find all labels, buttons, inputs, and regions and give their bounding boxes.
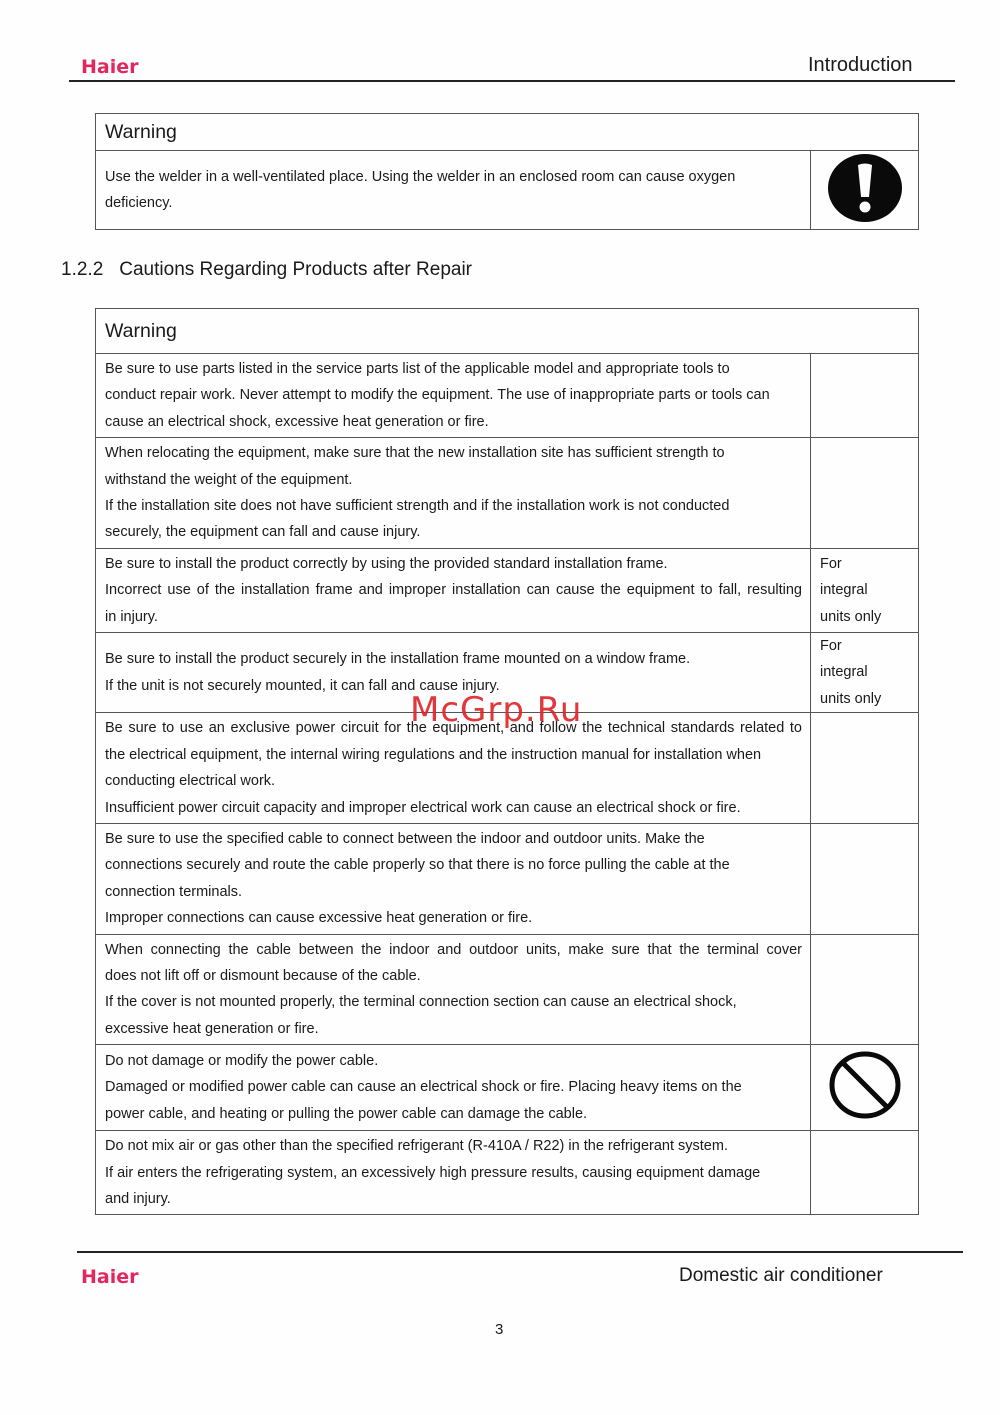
warning-line: If the unit is not securely mounted, it can fall and cause injury. — [105, 677, 500, 694]
warning-line: If the cover is not mounted properly, the terminal connection section can cause an electrical shock, — [105, 994, 737, 1011]
section-number: 1.2.2 — [61, 259, 104, 280]
side-note-line: integral — [820, 664, 868, 681]
warning-line: When relocating the equipment, make sure that the new installation site has sufficient strength to — [105, 445, 725, 462]
header-section-label: Introduction — [808, 54, 913, 76]
prohibition-icon-cell — [811, 1045, 919, 1131]
warning-line: Be sure to use parts listed in the service parts list of the applicable model and appropriate tools to — [105, 361, 730, 377]
header-rule — [69, 80, 955, 82]
side-note-line: units only — [820, 608, 882, 625]
page-number: 3 — [495, 1321, 504, 1338]
side-cell — [811, 1131, 919, 1215]
watermark: McGrp.Ru — [410, 690, 583, 730]
table-row — [96, 1045, 919, 1131]
section-heading — [61, 259, 472, 281]
table-row — [96, 934, 919, 1045]
warning-line: If the installation site does not have sufficient strength and if the installation work is not conducted — [105, 498, 730, 515]
footer-logo: Haier — [81, 1266, 139, 1288]
warning-line: excessive heat generation or fire. — [105, 1020, 319, 1037]
warning-line: Be sure to install the product securely in the installation frame mounted on a window frame. — [105, 651, 691, 668]
side-note — [811, 548, 919, 632]
main-warning-title: Warning — [96, 309, 919, 354]
warning-line: Be sure to use the specified cable to connect between the indoor and outdoor units. Make the — [105, 830, 705, 847]
top-warning-line: deficiency. — [105, 195, 173, 211]
warning-line: connection terminals. — [105, 883, 243, 900]
warning-line: Be sure to install the product correctly by using the provided standard installation frame. — [105, 555, 668, 572]
warning-line: Do not mix air or gas other than the specified refrigerant (R-410A / R22) in the refrigerant system. — [105, 1138, 728, 1155]
main-warning-table — [95, 308, 919, 1215]
warning-text — [96, 354, 811, 438]
warning-line: conduct repair work. Never attempt to modify the equipment. The use of inappropriate parts or tools can — [105, 387, 770, 404]
side-note-line: units only — [820, 690, 882, 707]
warning-text — [96, 934, 811, 1045]
table-row — [96, 823, 919, 934]
section-title: Cautions Regarding Products after Repair — [119, 259, 473, 280]
exclamation-icon — [827, 153, 903, 223]
footer-product: Domestic air conditioner — [679, 1265, 883, 1286]
side-note-line: For — [820, 638, 842, 655]
warning-line: and injury. — [105, 1190, 171, 1207]
warning-line: securely, the equipment can fall and cause injury. — [105, 524, 421, 541]
warning-text — [96, 548, 811, 632]
table-row — [96, 354, 919, 438]
warning-line: the electrical equipment, the internal wiring regulations and the instruction manual for installation when — [105, 746, 762, 763]
side-cell — [811, 713, 919, 824]
warning-line: Improper connections can cause excessive heat generation or fire. — [105, 910, 533, 927]
table-row — [96, 1131, 919, 1215]
side-note — [811, 633, 919, 713]
top-warning-table — [95, 113, 919, 230]
warning-line: If air enters the refrigerating system, an excessively high pressure results, causing equipment damage — [105, 1164, 761, 1181]
warning-line: Insufficient power circuit capacity and improper electrical work can cause an electrical shock or fire. — [105, 799, 741, 816]
warning-line: Be sure to use an exclusive power circuit for the equipment, and follow the technical standards related to — [105, 720, 802, 737]
warning-line: conducting electrical work. — [105, 773, 276, 790]
side-note-line: For — [820, 555, 842, 572]
warning-text — [96, 823, 811, 934]
side-note-line: integral — [820, 582, 868, 599]
footer-rule — [77, 1251, 963, 1253]
side-cell — [811, 823, 919, 934]
warning-text — [96, 438, 811, 549]
header-logo: Haier — [81, 56, 139, 78]
top-warning-icon-cell — [811, 151, 919, 230]
table-row — [96, 438, 919, 549]
side-cell — [811, 438, 919, 549]
top-warning-text — [96, 151, 811, 230]
prohibition-icon — [827, 1049, 903, 1121]
warning-line: connections securely and route the cable properly so that there is no force pulling the cable at the — [105, 857, 730, 874]
top-warning-line: Use the welder in a well-ventilated place. Using the welder in an enclosed room can cause oxygen — [105, 168, 736, 185]
warning-line: does not lift off or dismount because of the cable. — [105, 967, 421, 984]
warning-line: Incorrect use of the installation frame and improper installation can cause the equipment to fall, resulting — [105, 582, 802, 599]
warning-line: power cable, and heating or pulling the power cable can damage the cable. — [105, 1105, 588, 1122]
side-cell — [811, 934, 919, 1045]
warning-line: withstand the weight of the equipment. — [105, 471, 353, 488]
warning-text — [96, 1045, 811, 1131]
warning-line: Damaged or modified power cable can cause an electrical shock or fire. Placing heavy items on the — [105, 1079, 742, 1096]
warning-line: cause an electrical shock, excessive heat generation or fire. — [105, 413, 489, 430]
warning-text — [96, 1131, 811, 1215]
table-row — [96, 548, 919, 632]
warning-line: Do not damage or modify the power cable. — [105, 1053, 379, 1070]
top-warning-title: Warning — [96, 114, 919, 151]
warning-line: in injury. — [105, 608, 158, 625]
warning-line: When connecting the cable between the indoor and outdoor units, make sure that the terminal cover — [105, 941, 802, 958]
side-cell — [811, 354, 919, 438]
